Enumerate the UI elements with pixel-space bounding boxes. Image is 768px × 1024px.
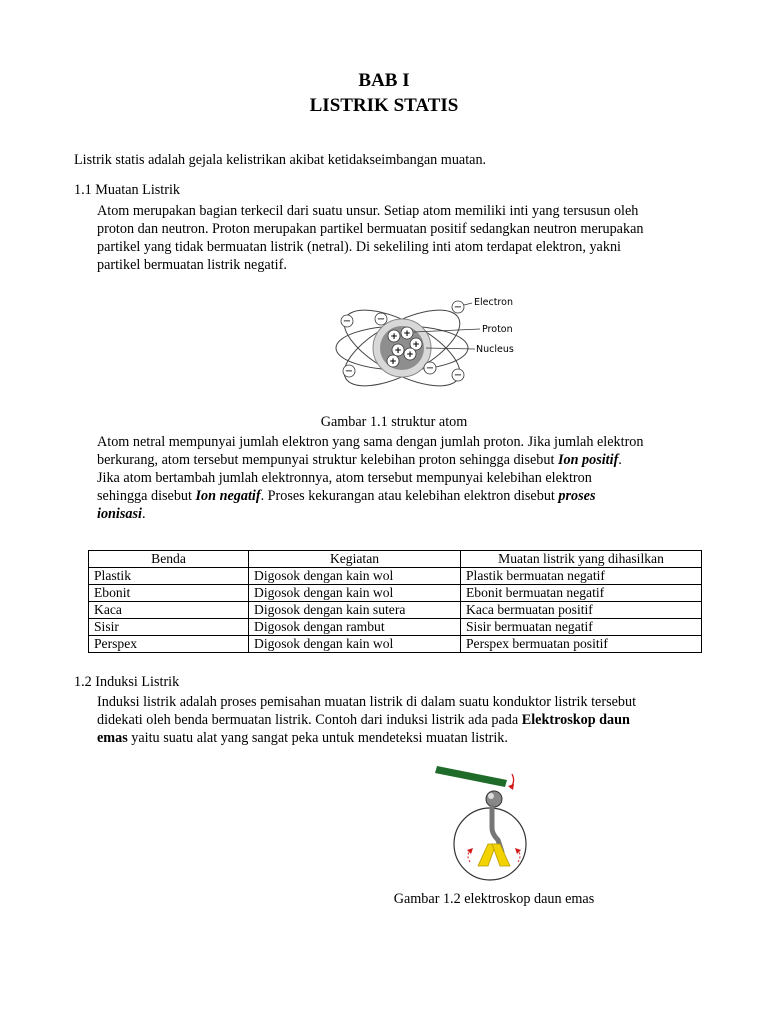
table-header-cell: Muatan listrik yang dihasilkan: [461, 551, 702, 568]
electron-sign: −: [425, 363, 435, 374]
term-emas: emas: [97, 730, 128, 746]
electron-leader-line: [464, 303, 472, 305]
table-cell: Digosok dengan kain sutera: [249, 602, 461, 619]
charged-rod: [435, 766, 507, 787]
proton-sign: +: [406, 350, 414, 360]
proton-sign: +: [403, 329, 411, 339]
electron-label: Electron: [474, 297, 513, 308]
table-cell: Digosok dengan rambut: [249, 619, 461, 636]
table-cell: Kaca: [89, 602, 249, 619]
table-cell: Digosok dengan kain wol: [249, 568, 461, 585]
proton-sign: +: [390, 332, 398, 342]
table-cell: Sisir: [89, 619, 249, 636]
section-1-paragraph-2: Atom netral mempunyai jumlah elektron yang sama dengan jumlah proton. Jika jumlah elektron berkurang, atom tersebut mempunyai struktur kelebihan proton sehingga disebut Ion positif. Jika atom bertambah jumlah elektronnya, atom tersebut mempunyai kelebihan elektron sehingga disebut Ion negatif. Proses kekurangan atau kelebihan elektron disebut proses ionisasi.: [97, 434, 644, 522]
chapter-label: BAB I: [358, 70, 410, 91]
table-cell: Perspex bermuatan positif: [461, 636, 702, 653]
electron-sign: −: [453, 302, 463, 313]
charge-table: [88, 550, 702, 653]
electron-sign: −: [453, 370, 463, 381]
term-ionisasi: ionisasi: [97, 506, 142, 522]
table-row: [89, 602, 702, 619]
electron-sign: −: [376, 314, 386, 325]
section-1-paragraph-1: Atom merupakan bagian terkecil dari suatu unsur. Setiap atom memiliki inti yang tersusun oleh proton dan neutron. Proton merupakan partikel bermuatan positif sedangkan neutron merupakan partikel yang tidak bermuatan listrik (netral). Di sekeliling inti atom terdapat elektron, yakni partikel bermuatan listrik negatif.: [97, 203, 644, 273]
atom-structure-figure: [330, 288, 530, 410]
proton-sign: +: [389, 357, 397, 367]
table-cell: Kaca bermuatan positif: [461, 602, 702, 619]
section-2-paragraph: Induksi listrik adalah proses pemisahan muatan listrik di dalam suatu konduktor listrik tersebut didekati oleh benda bermuatan listrik. Contoh dari induksi listrik ada pada Elektroskop daun emas yaitu suatu alat yang sangat peka untuk mendeteksi muatan listrik.: [97, 694, 637, 746]
table-header-cell: Kegiatan: [249, 551, 461, 568]
section-1-heading: 1.1 Muatan Listrik: [74, 182, 180, 198]
table-row: [89, 619, 702, 636]
nucleus-label: Nucleus: [476, 344, 514, 355]
table-row: [89, 568, 702, 585]
table-cell: Plastik bermuatan negatif: [461, 568, 702, 585]
table-cell: Plastik: [89, 568, 249, 585]
section-2-heading: 1.2 Induksi Listrik: [74, 674, 180, 690]
table-cell: Digosok dengan kain wol: [249, 585, 461, 602]
rod-motion-arrowhead: [508, 784, 514, 790]
term-proses: proses: [558, 488, 596, 504]
knob-highlight: [488, 793, 494, 799]
term-ion-positif: Ion positif: [557, 452, 619, 468]
table-header-row: [89, 551, 702, 568]
table-row: [89, 636, 702, 653]
figure-1-caption: Gambar 1.1 struktur atom: [320, 414, 468, 430]
proton-label: Proton: [482, 324, 513, 335]
figure-2-caption: Gambar 1.2 elektroskop daun emas: [393, 891, 595, 907]
electroscope-knob: [486, 791, 502, 807]
term-elektroskop: Elektroskop daun: [521, 712, 630, 728]
table-cell: Perspex: [89, 636, 249, 653]
intro-text: Listrik statis adalah gejala kelistrikan akibat ketidakseimbangan muatan.: [74, 152, 487, 168]
proton-sign: +: [394, 346, 402, 356]
table-header-cell: Benda: [89, 551, 249, 568]
electroscope-figure: [430, 762, 530, 882]
table-cell: Digosok dengan kain wol: [249, 636, 461, 653]
table-row: [89, 585, 702, 602]
table-cell: Sisir bermuatan negatif: [461, 619, 702, 636]
table-cell: Ebonit bermuatan negatif: [461, 585, 702, 602]
term-ion-negatif: Ion negatif: [195, 488, 261, 504]
electron-sign: −: [342, 316, 352, 327]
table-cell: Ebonit: [89, 585, 249, 602]
proton-sign: +: [412, 340, 420, 350]
electron-sign: −: [344, 366, 354, 377]
chapter-title: LISTRIK STATIS: [309, 95, 459, 116]
